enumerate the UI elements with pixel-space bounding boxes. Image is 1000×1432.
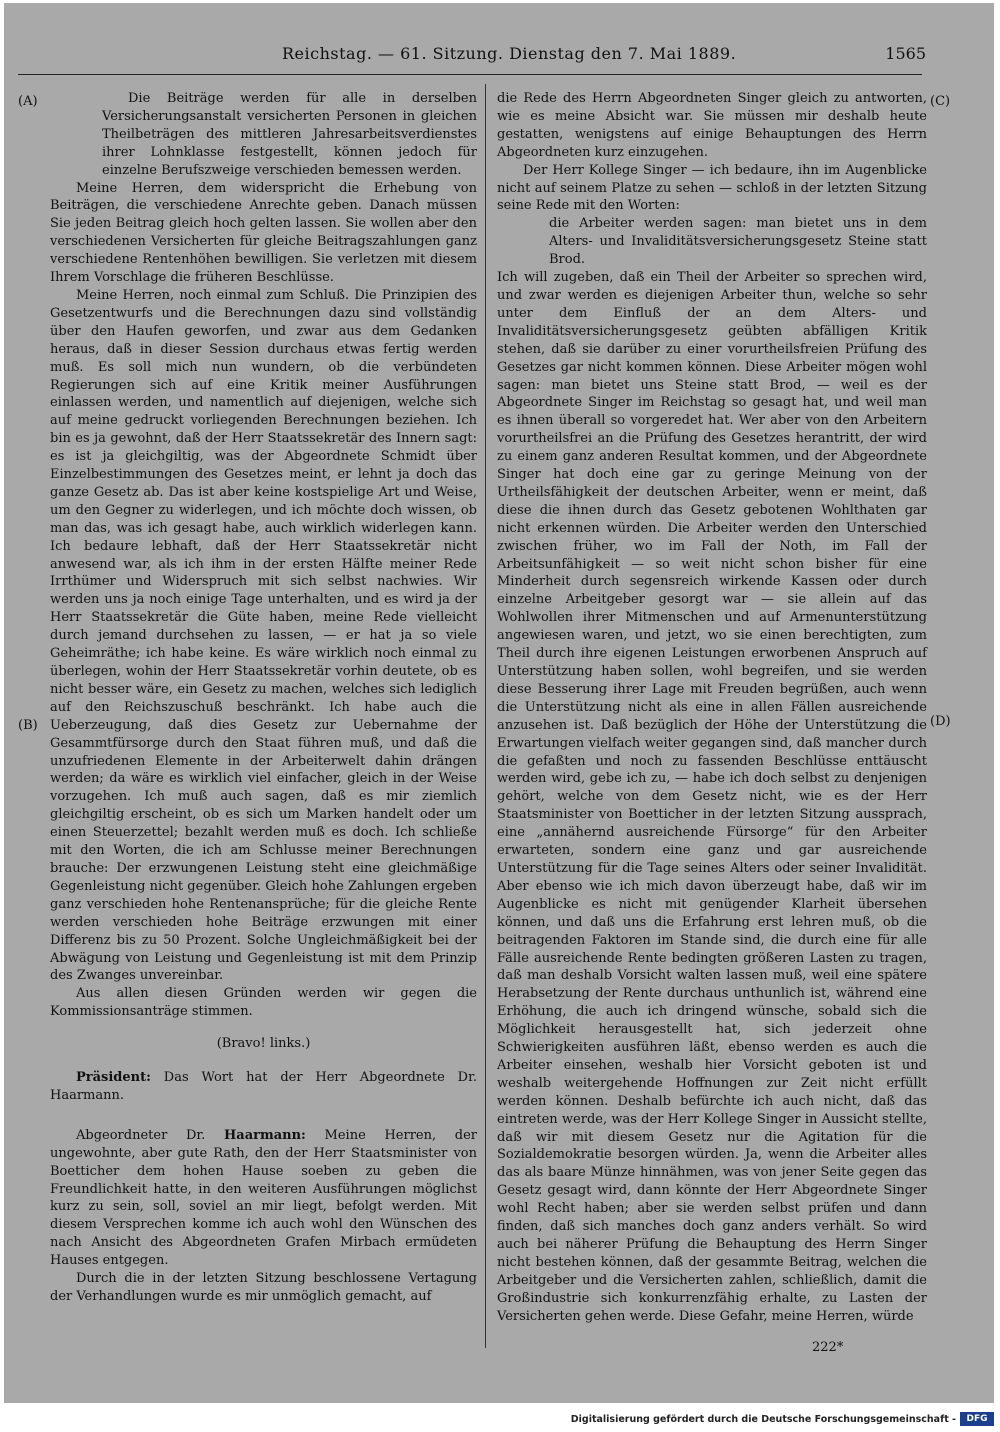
right-column xyxy=(497,90,927,1326)
left-column xyxy=(50,90,477,1306)
sheet-number: 222* xyxy=(812,1340,844,1355)
footer-credit: Digitalisierung gefördert durch die Deutsche Forschungsgemeinschaft - xyxy=(570,1414,956,1425)
paragraph: Die Beiträge werden für alle in derselben Versicherungsanstalt versicherten Personen in gleichen Theilbeträgen des mittleren Jahresarbeitsverdienstes ihrer Lohnklasse festgestellt, können jedoch für einzelne Berufszweige verschieden bemessen werden. xyxy=(102,91,477,178)
margin-mark-a: (A) xyxy=(18,94,38,109)
page-header xyxy=(0,44,1000,68)
paragraph: Meine Herren, noch einmal zum Schluß. Die Prinzipien des Gesetzentwurfs und die Berechnungen dazu sind vollständig über den Haufen geworfen, und zwar aus dem Gedanken heraus, daß in dieser Session durchaus etwas fertig werden muß. Es soll mich nun wundern, ob die verbündeten Regierungen sich auf eine Kritik meiner Ausführungen einlassen werden, und namentlich auf diejenigen, welche sich auf meine gedruckt vorliegenden Berechnungen beziehen. Ich bin es ja gewohnt, daß der Herr Staatssekretär des Innern sagt: es ist ja gleichgiltig, was der Abgeordnete Schmidt über Einzelbestimmungen des Gesetzes meint, er lehnt ja doch das ganze Gesetz ab. Das ist aber keine kostspielige Art und Weise, um den Gegner zu widerlegen, und ich möchte doch wissen, ob man das, was ich gesagt habe, auch wirklich widerlegen kann. Ich bedaure lebhaft, daß der Herr Staatssekretär nicht anwesend war, als ich ihm in der ersten Hälfte meiner Rede Irrthümer und Widerspruch mit sich selbst nachwies. Wir werden uns ja noch einige Tage unterhalten, und es wird ja der Herr Staatssekretär die Güte haben, meine Rede vielleicht durch jemand durchsehen zu lassen, — er hat ja so viele Geheimräthe; ich habe keine. Es wäre wirklich noch einmal zu überlegen, wohin der Herr Staatssekretär vorhin deutete, ob es nicht besser wäre, ein Gesetz zu machen, welches sich lediglich auf den Reichszuschuß beschränkt. Ich habe auch die Ueberzeugung, daß dies Gesetz zur Uebernahme der Gesammtfürsorge durch den Staat führen muß, und daß die unzufriedenen Elemente in der Arbeiterwelt dahin drängen werden; da wäre es wirklich viel einfacher, gleich in der Weise vorzugehen. Ich muß auch sagen, daß es mir ziemlich gleichgiltig erscheint, ob es sich um Marken handelt oder um einen Steuerzettel; bezahlt werden muß es doch. Ich schließe mit den Worten, die ich am Schlusse meiner Berechnungen brauche: Der erzwungenen Leistung steht eine gleichmäßige Gegenleistung nicht gegenüber. Gleich hohe Zahlungen ergeben ganz verschieden hohe Rentenansprüche; für die gleiche Rente werden verschieden hohe Beiträge erzwungen mit einer Differenz bis zu 50 Prozent. Solche Ungleichmäßigkeit bei der Abwägung von Leistung und Gegenleistung ist mit dem Prinzip des Zwanges unvereinbar. xyxy=(50,287,477,984)
president-paragraph xyxy=(50,1069,477,1105)
header-rule xyxy=(18,74,922,75)
paragraph: Aus allen diesen Gründen werden wir gegen die Kommissionsanträge stimmen. xyxy=(50,986,477,1020)
haarmann-paragraph xyxy=(50,1127,477,1270)
header-page-number: 1565 xyxy=(885,44,926,63)
speaker-prefix: Abgeordneter Dr. xyxy=(76,1127,206,1143)
paragraph: Meine Herren, dem widerspricht die Erhebung von Beiträgen, die verschiedene Anrechte geben. Danach müssen Sie jeden Beitrag gleich hoch gelten lassen. Sie wollen aber den verschiedenen Versicherten für gleiche Beitragszahlungen ganz verschiedene Rentenhöhen bewilligen. Sie verletzen mit diesem Ihrem Vorschlage die früheren Beschlüsse. xyxy=(50,180,477,286)
paragraph: die Rede des Herrn Abgeordneten Singer gleich zu antworten, wie es meine Absicht war. Sie müssen mir deshalb heute gestatten, wenigstens auf einige Behauptungen des Herrn Abgeordneten kurz einzugehen. xyxy=(497,91,927,160)
president-text: Das Wort hat der Herr Abgeordnete Dr. Haarmann. xyxy=(50,1070,477,1103)
dfg-logo-icon: DFG xyxy=(960,1412,994,1426)
footer-bar xyxy=(0,1406,1000,1432)
speaker-name: Haarmann: xyxy=(224,1127,306,1143)
column-divider xyxy=(485,84,486,1348)
haarmann-text: Meine Herren, der ungewohnte, aber gute Rath, den der Herr Staatsminister von Boetticher dem hohen Hause soeben zu geben die Freundlichkeit hatte, in den weiteren Ausführungen möglichst kurz zu sein, soll, soviel an mir liegt, befolgt werden. Mit diesem Versprechen komme ich auch wohl den Wünschen des nach Ansicht des Abgeordneten Grafen Mirbach ermüdeten Hauses entgegen. xyxy=(50,1127,478,1269)
margin-mark-c: (C) xyxy=(930,94,951,109)
margin-mark-b: (B) xyxy=(18,718,38,733)
applause-note: (Bravo! links.) xyxy=(216,1036,311,1052)
paragraph: Durch die in der letzten Sitzung beschlossene Vertagung der Verhandlungen wurde es mir unmöglich gemacht, auf xyxy=(50,1271,477,1304)
margin-mark-d: (D) xyxy=(930,714,951,729)
paragraph: Ich will zugeben, daß ein Theil der Arbeiter so sprechen wird, und zwar werden es diejenigen Arbeiter thun, welche so sehr unter dem Einfluß der an dem Alters- und Invaliditätsversicherungsgesetz geübten abfälligen Kritik stehen, daß sie darüber zu einer vorurtheilsfreien Prüfung des Gesetzes gar nicht kommen können. Diese Arbeiter mögen wohl sagen: man bietet uns Steine statt Brod, — weil es der Abgeordnete Singer im Reichstag so gesagt hat, und weil man es ihnen überall so vorgeredet hat. Wer aber von den Arbeitern vorurtheilsfrei an die Prüfung des Gesetzes herantritt, der wird zu einem ganz anderen Resultat kommen, und der Abgeordnete Singer hat doch eine gar zu geringe Meinung von der Urtheilsfähigkeit der deutschen Arbeiter, wenn er meint, daß diese die ihnen durch das Gesetz gebotenen Wohlthaten gar nicht erkennen würden. Die Arbeiter werden den Unterschied zwischen früher, wo im Fall der Noth, im Fall der Arbeitsunfähigkeit — so weit nicht schon bisher für eine Minderheit durch segensreich wirkende Kassen oder durch einzelne Arbeitgeber gesorgt war — sie allein auf das Wohlwollen ihrer Mitmenschen und auf Armenunterstützung angewiesen waren, und jetzt, wo sie einen berechtigten, zum Theil durch ihre eigenen Leistungen erworbenen Anspruch auf Unterstützung haben sollen, wohl begreifen, und sie werden diese Besserung ihrer Lage mit Freuden begrüßen, auch wenn die Unterstützung nicht als eine in allen Fällen ausreichende anzusehen ist. Daß bezüglich der Höhe der Unterstützung die Erwartungen vielfach weiter gegangen sind, daß mancher durch die gefaßten und noch zu fassenden Beschlüsse enttäuscht werden wird, gebe ich zu, — habe ich doch selbst zu denjenigen gehört, welche von dem Gesetz nicht, wie es der Herr Staatsminister von Boetticher in der letzten Sitzung aussprach, eine „annähernd ausreichende Fürsorge“ für den Arbeiter erwarteten, sondern eine ganz und gar ausreichende Unterstützung für die Tage seines Alters oder seiner Invalidität. Aber ebenso wie ich mich davon überzeugt habe, daß wir im Augenblicke es nicht mit genügender Klarheit übersehen können, und daß uns die Erfahrung erst lehren muß, ob die beitragenden Faktoren im Stande sind, die durch eine für alle Fälle ausreichende Rente bedingten größeren Lasten zu tragen, daß man deshalb Vorsicht walten lassen muß, weil eine spätere Herabsetzung der Rente durchaus unthunlich ist, während eine Erhöhung, die auch ich dringend wünsche, sobald sich die Möglichkeit herausgestellt hat, sich jederzeit ohne Schwierigkeiten ausführen läßt, ebenso werden es auch die Arbeiter einsehen, weshalb hier Vorsicht geboten ist und weshalb weitergehende Hoffnungen zur Zeit nicht erfüllt werden können. Deshalb befürchte ich auch nicht, daß das eintreten werde, was der Herr Kollege Singer in Aussicht stellte, daß wir mit diesem Gesetz nur die Agitation für die Sozialdemokratie besorgen würden. Ja, wenn die Arbeiter alles das als baare Münze hinnähmen, was von jener Seite gegen das Gesetz gesagt wird, dann könnte der Herr Abgeordnete Singer wohl Recht haben; aber sie werden selbst prüfen und dann finden, daß sich manches doch ganz anders verhält. So wird auch bei näherer Prüfung die Behauptung des Herrn Singer nicht bestehen können, daß der gesammte Beitrag, welchen die Arbeitgeber und die Versicherten zahlen, schließlich, damit die Großindustrie sich konkurrenzfähig erhalte, zu Lasten der Versicherten gehen werde. Diese Gefahr, meine Herren, würde xyxy=(497,270,927,1324)
paragraph: Der Herr Kollege Singer — ich bedaure, ihn im Augenblicke nicht auf seinem Platze zu sehen — schloß in der letzten Sitzung seine Rede mit den Worten: xyxy=(497,162,927,214)
header-title: Reichstag. — 61. Sitzung. Dienstag den 7. Mai 1889. xyxy=(282,44,737,63)
quotation: die Arbeiter werden sagen: man bietet uns in dem Alters- und Invaliditätsversicherungsgesetz Steine statt Brod. xyxy=(549,216,927,268)
speaker-label: Präsident: xyxy=(76,1070,151,1086)
